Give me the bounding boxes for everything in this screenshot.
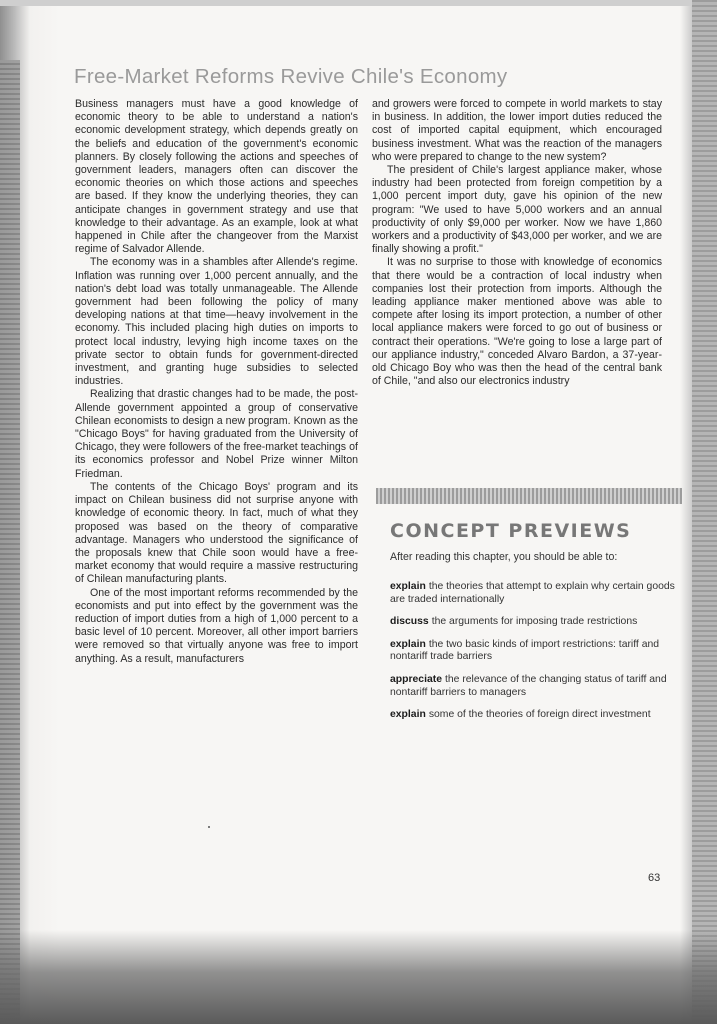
objective-text: the theories that attempt to explain why certain goods are traded internationally	[390, 581, 675, 605]
objective-text: some of the theories of foreign direct investment	[428, 709, 651, 721]
scan-bottom-shadow	[0, 930, 717, 1024]
paragraph: One of the most important reforms recommended by the economists and put into effect by the government was the reduction of import duties from a high of 1,000 percent to a basic level of 10 percent. Moreover, all other import barriers were removed so that virtually anyone was free to import anything. As a result, manufacturers	[75, 586, 358, 665]
objective-text: the two basic kinds of import restrictions: tariff and nontariff trade barriers	[390, 638, 660, 663]
paragraph: The economy was in a shambles after Allende's regime. Inflation was running over 1,000 percent annually, and the nation's debt load was totally unmanageable. The Allende government had been following the policy of many developing nations at that time—heavy involvement in the economy. This included placing high duties on imports to protect local industry, levying high income taxes on the private sector to obtain funds for government-directed investment, and granting huge subsidies to selected industries.	[75, 256, 358, 388]
objective-verb: explain	[390, 638, 426, 650]
paragraph: The contents of the Chicago Boys' program and its impact on Chilean business did not surprise anyone with knowledge of economic theory. In fact, much of what they proposed was based on the theory of comparative advantage. Managers who understood the significance of the proposals knew that Chile soon would have a free-market economy that would require a massive restructuring of Chilean manufacturing plants.	[75, 480, 358, 586]
paragraph: The president of Chile's largest appliance maker, whose industry had been protected from foreign competition by a 1,000 percent import duty, gave his opinion of the new program: "We used to have 5,000 workers and an annual productivity of only $9,000 per worker. Now we have 1,860 workers and a productivity of $43,000 per worker, and we are finally showing a profit."	[372, 164, 662, 256]
objective-verb: appreciate	[390, 673, 442, 685]
objective-item	[390, 639, 680, 664]
article-title: Free-Market Reforms Revive Chile's Economy	[74, 65, 508, 88]
scan-speck	[208, 826, 210, 828]
learning-objectives-list	[390, 581, 680, 732]
article-left-column	[75, 98, 358, 666]
scan-left-binding	[0, 60, 20, 1020]
paragraph: Realizing that drastic changes had to be made, the post-Allende government appointed a group of conservative Chilean economists to design a new program. Known as the "Chicago Boys" for having graduated from the University of Chicago, they were followers of the free-market teachings of its economics professor and Nobel Prize winner Milton Friedman.	[75, 388, 358, 480]
section-divider-band	[376, 488, 682, 504]
page-number: 63	[648, 872, 661, 884]
objective-text: the relevance of the changing status of tariff and nontariff barriers to managers	[390, 673, 667, 698]
objective-item	[390, 581, 680, 606]
objective-verb: explain	[390, 581, 426, 592]
objective-verb: discuss	[390, 616, 429, 628]
objective-item	[390, 709, 680, 722]
objective-verb: explain	[390, 709, 426, 721]
objective-item	[390, 616, 680, 629]
paragraph: Business managers must have a good knowledge of economic theory to be able to understand a nation's economic development strategy, which depends greatly on the beliefs and education of the government's economic planners. By closely following the actions and speeches of government leaders, managers often can discover the economic theories on which those actions and speeches are based. If they know the underlying theories, they can anticipate changes in government strategy and use that knowledge to their advantage. As an example, look at what happened in Chile after the changeover from the Marxist regime of Salvador Allende.	[75, 98, 358, 256]
concept-previews-heading: CONCEPT PREVIEWS	[390, 520, 632, 542]
objective-item	[390, 674, 680, 699]
concept-previews-intro: After reading this chapter, you should be able to:	[390, 551, 618, 563]
paragraph: and growers were forced to compete in world markets to stay in business. In addition, the lower import duties reduced the cost of imported capital equipment, which encouraged business investment. What was the reaction of the managers who were prepared to change to the new system?	[372, 98, 662, 163]
objective-text: the arguments for imposing trade restrictions	[431, 616, 638, 628]
article-right-column	[372, 98, 662, 388]
paragraph: It was no surprise to those with knowledge of economics that there would be a contraction of local industry when companies lost their protection from imports. Although the leading appliance maker mentioned above was able to compete after losing its import protection, a number of other local appliance makers were forced to go out of business or contract their operations. "We're going to lose a large part of our appliance industry," conceded Alvaro Bardon, a 37-year-old Chicago Boy who was then the head of the central bank of Chile, "and also our electronics industry	[372, 256, 662, 388]
scan-top-edge	[0, 0, 717, 6]
scan-right-edge	[692, 0, 717, 1024]
